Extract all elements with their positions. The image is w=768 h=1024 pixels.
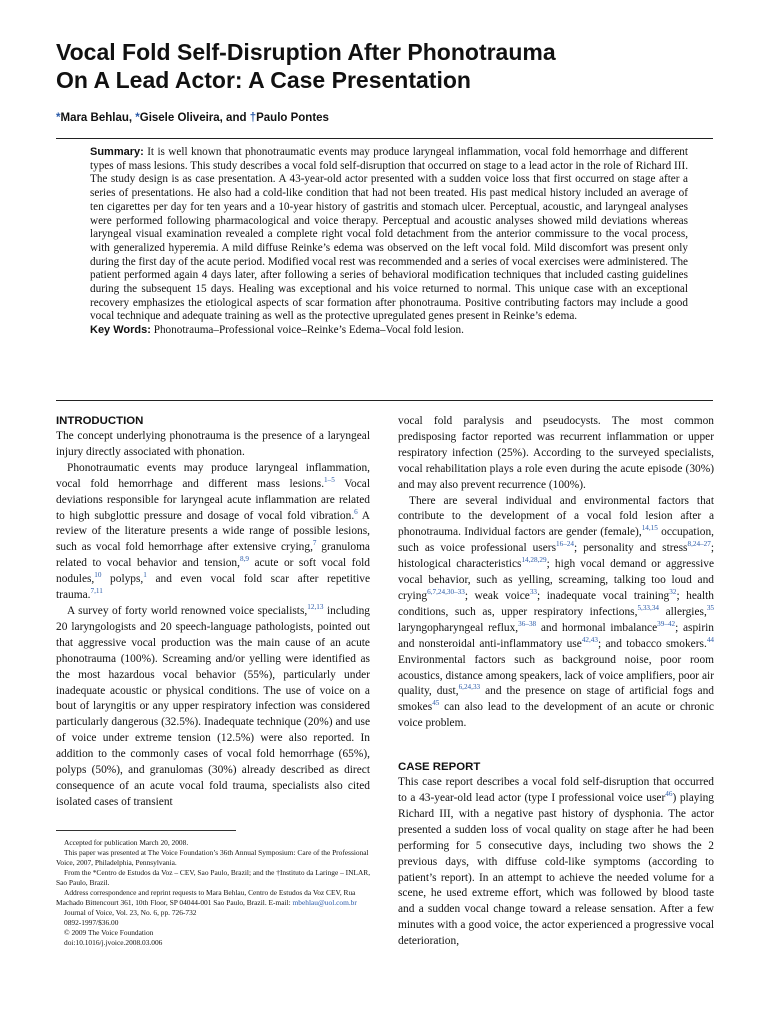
text-run: ; and tobacco smokers.: [597, 637, 707, 650]
abstract-top-rule: [56, 138, 713, 139]
text-run: and hormonal imbalance: [536, 621, 658, 634]
section-spacer: [398, 732, 714, 760]
paragraph: [56, 604, 370, 811]
title-line-1: Vocal Fold Self-Disruption After Phonotrauma: [56, 39, 556, 65]
journal-citation: Journal of Voice, Vol. 23, No. 6, pp. 726-732: [64, 908, 197, 917]
paragraph: The concept underlying phonotrauma is the presence of a laryngeal injury directly associated with phonation.: [56, 430, 370, 458]
text-run: There are several individual and environmental factors that contribute to the development of a vocal fold lesion after a phonotrauma. Individual factors are gender (female),: [398, 494, 714, 539]
citation-link[interactable]: 14,15: [641, 524, 658, 533]
citation-link[interactable]: 35: [706, 604, 714, 613]
text-run: acute or soft vocal fold nodules,: [56, 557, 370, 586]
footnote-address: [56, 888, 378, 908]
left-column: [56, 414, 370, 811]
section-heading-case-report: CASE REPORT: [398, 761, 481, 774]
footnote-block: [56, 838, 378, 948]
text-run: Phonotraumatic events may produce laryngeal inflammation, vocal fold hemorrhage and different mass lesions.: [56, 461, 370, 490]
paragraph: vocal fold paralysis and pseudocysts. The most common predisposing factor reported was recurrent inflammation or upper respiratory infection (25%). According to the surveyed specialists, vocal rehabilitation plays a role even during the acute episode (30%) and may also prevent recurrence (100%).: [398, 415, 714, 491]
text-run: and even vocal fold scar after repetitive trauma.: [56, 573, 370, 602]
text-run: ; aspirin and nonsteroidal anti-inflammatory use: [398, 621, 714, 650]
text-run: allergies,: [659, 605, 707, 618]
keywords-label: Key Words:: [90, 324, 151, 337]
text-run: ; health conditions, such as, upper respiratory infections,: [398, 589, 714, 618]
issn: 0892-1997/$36.00: [64, 918, 119, 927]
keywords-text: Phonotrauma–Professional voice–Reinke’s Edema–Vocal fold lesion.: [153, 324, 464, 337]
author-affiliation-mark: *: [135, 112, 140, 124]
citation-link[interactable]: 33: [529, 588, 537, 597]
keywords: [90, 324, 688, 338]
summary-label: Summary:: [90, 146, 144, 158]
citation-link[interactable]: 46: [665, 790, 673, 799]
text-run: laryngopharyngeal reflux,: [398, 621, 519, 634]
text-run: ; weak voice: [464, 589, 530, 602]
author-list: [56, 112, 329, 124]
text-run: polyps,: [101, 573, 144, 586]
copyright: © 2009 The Voice Foundation: [64, 928, 154, 937]
citation-link[interactable]: 32: [669, 588, 677, 597]
citation-link[interactable]: 14,28,29: [521, 556, 547, 565]
citation-link[interactable]: 7: [312, 539, 317, 548]
abstract-summary: [90, 146, 688, 324]
text-run: ; high vocal demand or aggressive vocal behavior, such as yelling, screaming, talking too loud and crying: [398, 558, 714, 602]
citation-link[interactable]: 44: [706, 635, 715, 644]
citation-link[interactable]: 6,7,24,30–33: [427, 588, 465, 597]
footnote-rule: [56, 830, 236, 831]
paragraph: [398, 494, 714, 733]
author-separator: , and: [219, 112, 250, 124]
citation-link[interactable]: 1: [143, 571, 147, 580]
citation-link[interactable]: 45: [432, 699, 440, 708]
author-name: Mara Behlau: [60, 112, 129, 124]
citation-link[interactable]: 5,33,34: [637, 604, 659, 613]
citation-link[interactable]: 36–38: [518, 619, 537, 628]
section-heading-introduction: INTRODUCTION: [56, 415, 144, 427]
author-separator: ,: [128, 112, 136, 124]
text-run: Environmental factors such as background noise, poor room acoustics, distance among speakers, lack of voice amplifiers, poor air quality, dust,: [398, 653, 714, 698]
citation-link[interactable]: 42,43: [581, 635, 598, 644]
author-name: Gisele Oliveira: [139, 112, 220, 124]
citation-link[interactable]: 12,13: [307, 603, 324, 612]
citation-link[interactable]: 7,11: [90, 587, 103, 596]
text-run: ; histological characteristics: [398, 542, 714, 571]
citation-link[interactable]: 1–5: [324, 475, 335, 484]
text-run: can also lead to the development of an acute or chronic voice problem.: [398, 701, 714, 730]
text-run: This case report describes a vocal fold self-disruption that occurred to a 43-year-old lead actor (type I professional voice user: [398, 776, 714, 805]
citation-link[interactable]: 8,24–27: [687, 540, 711, 549]
paragraph: [398, 775, 714, 950]
citation-link[interactable]: 8,9: [239, 555, 249, 564]
summary-text: It is well known that phonotraumatic events may produce laryngeal inflammation, vocal fold hemorrhage and different types of mass lesions. This study describes a vocal fold self-disruption that occurred on stage to a lead actor in the role of Richard III. The study design is as case presentation. A 43-year-old actor presented with a sudden voice loss that first occurred on stage after a series of presentations. He also had a cold-like condition that had not been treated. His past medical history included an average of ten cigarettes per day for ten years and a 10-year history of gastritis and stomach ulcer. Perceptual, acoustic, and laryngeal analyses were performed following pharmacological and voice therapy. Perceptual and acoustic analyses showed mild deviations whereas laryngeal visual examination revealed a complete right vocal fold detachment from the anterior commissure to the vocal process, with generalized hyperemia. A mild diffuse Reinke’s edema was observed on the left vocal fold. Mild discomfort was present only during the first day of the acute period. Modified vocal rest was recommended and a series of vocal exercises were administered. The patient performed again 4 days later, after following a series of behavioral modification techniques that included casting guidelines during the subsequent 15 days. Healing was exceptional and his voice returned to normal. This unique case with an exceptional recovery emphasizes the etiological aspects of scar formation after phonotrauma. Positive contributing factors may include a good vocal technique and adequate training as well as the protective upregulated genes present in Reinke’s edema.: [90, 146, 688, 323]
text-run: ; inadequate vocal training: [537, 589, 670, 602]
text-run: Vocal deviations responsible for laryngeal acute inflammation are related to high subglottic pressure and dosage of vocal fold vibration.: [56, 477, 371, 522]
footnote-accepted: Accepted for publication March 20, 2008.: [64, 838, 189, 847]
author-name: Paulo Pontes: [256, 112, 329, 124]
text-run: occupation, such as voice professional users: [398, 526, 715, 555]
text-run: A review of the literature presents a wide range of possible lesions, such as vocal fold hemorrhage after extensive crying,: [56, 509, 370, 554]
author-affiliation-mark: *: [56, 112, 61, 124]
title-line-2: On A Lead Actor: A Case Presentation: [56, 67, 471, 93]
citation-link[interactable]: 39–42: [657, 619, 676, 628]
footnote-affiliations: From the *Centro de Estudos da Voz – CEV, Sao Paulo, Brazil; and the †Instituto da Laringe – INLAR, Sao Paulo, Brazil.: [56, 868, 371, 887]
footnote-presented: This paper was presented at The Voice Foundation’s 36th Annual Symposium: Care of the Professional Voice, 2007, Philadelphia, Pennsylvania.: [56, 848, 369, 867]
text-run: ) playing Richard III, with a negative past history of dysphonia. The actor presented a sudden loss of vocal quality on stage after he had been performing for 5 consecutive days, including two shows the 2 previous days, with diffuse cold-like symptoms (according to patient’s report). In an attempt to achieve the needed volume for a scene, he used extreme effort, which was followed by blood taste and a sudden vocal change toward a release sensation. After a few minutes with a good voice, the actor experienced a progressive vocal deterioration,: [398, 792, 715, 948]
doi[interactable]: doi:10.1016/j.jvoice.2008.03.006: [64, 938, 163, 947]
text-run: granuloma related to vocal behavior and tension,: [56, 541, 370, 570]
abstract-block: [90, 146, 688, 338]
citation-link[interactable]: 10: [94, 571, 102, 580]
text-run: A survey of forty world renowned voice specialists,: [67, 604, 308, 617]
text-run: and the presence on stage of artificial fogs and smokes: [398, 685, 714, 714]
right-column: [398, 414, 714, 950]
text-run: ; personality and stress: [574, 542, 688, 555]
address-text: Address correspondence and reprint requests to Mara Behlau, Centro de Estudos da Voz CEV, Rua Machado Bittencourt 361, 10th Floor, SP 04044-001 Sao Paulo, Brazil. E-mail:: [56, 888, 356, 907]
citation-link[interactable]: 6: [354, 507, 358, 516]
paragraph: [56, 461, 370, 604]
email-link[interactable]: mbehlau@uol.com.br: [292, 898, 357, 907]
author-affiliation-mark: †: [249, 112, 257, 124]
text-run: including 20 laryngologists and 20 speech-language pathologists, pointed out that aggressive vocal production was the main cause of an acute phonotrauma (100%). Screaming and/or yelling were identified as the most hazardous vocal behavior (55%), particularly under inadequate acoustic or physical conditions. The use of voice on a bout of laryngitis or any upper respiratory infection was considered particularly dangerous (32.5%). Inadequate technique (20%) and use of voice under extreme tension (12.5%) were also reported. In addition to the commonly cases of vocal fold hemorrhage (65%), polyps (50%), and granulomas (30%) already described as direct consequence of an acute vocal fold trauma, specialists also cited isolated cases of transient: [56, 604, 370, 808]
abstract-bottom-rule: [56, 400, 713, 401]
article-title: [56, 38, 716, 94]
citation-link[interactable]: 16–24: [556, 540, 574, 549]
citation-link[interactable]: 6,24,33: [458, 683, 481, 692]
